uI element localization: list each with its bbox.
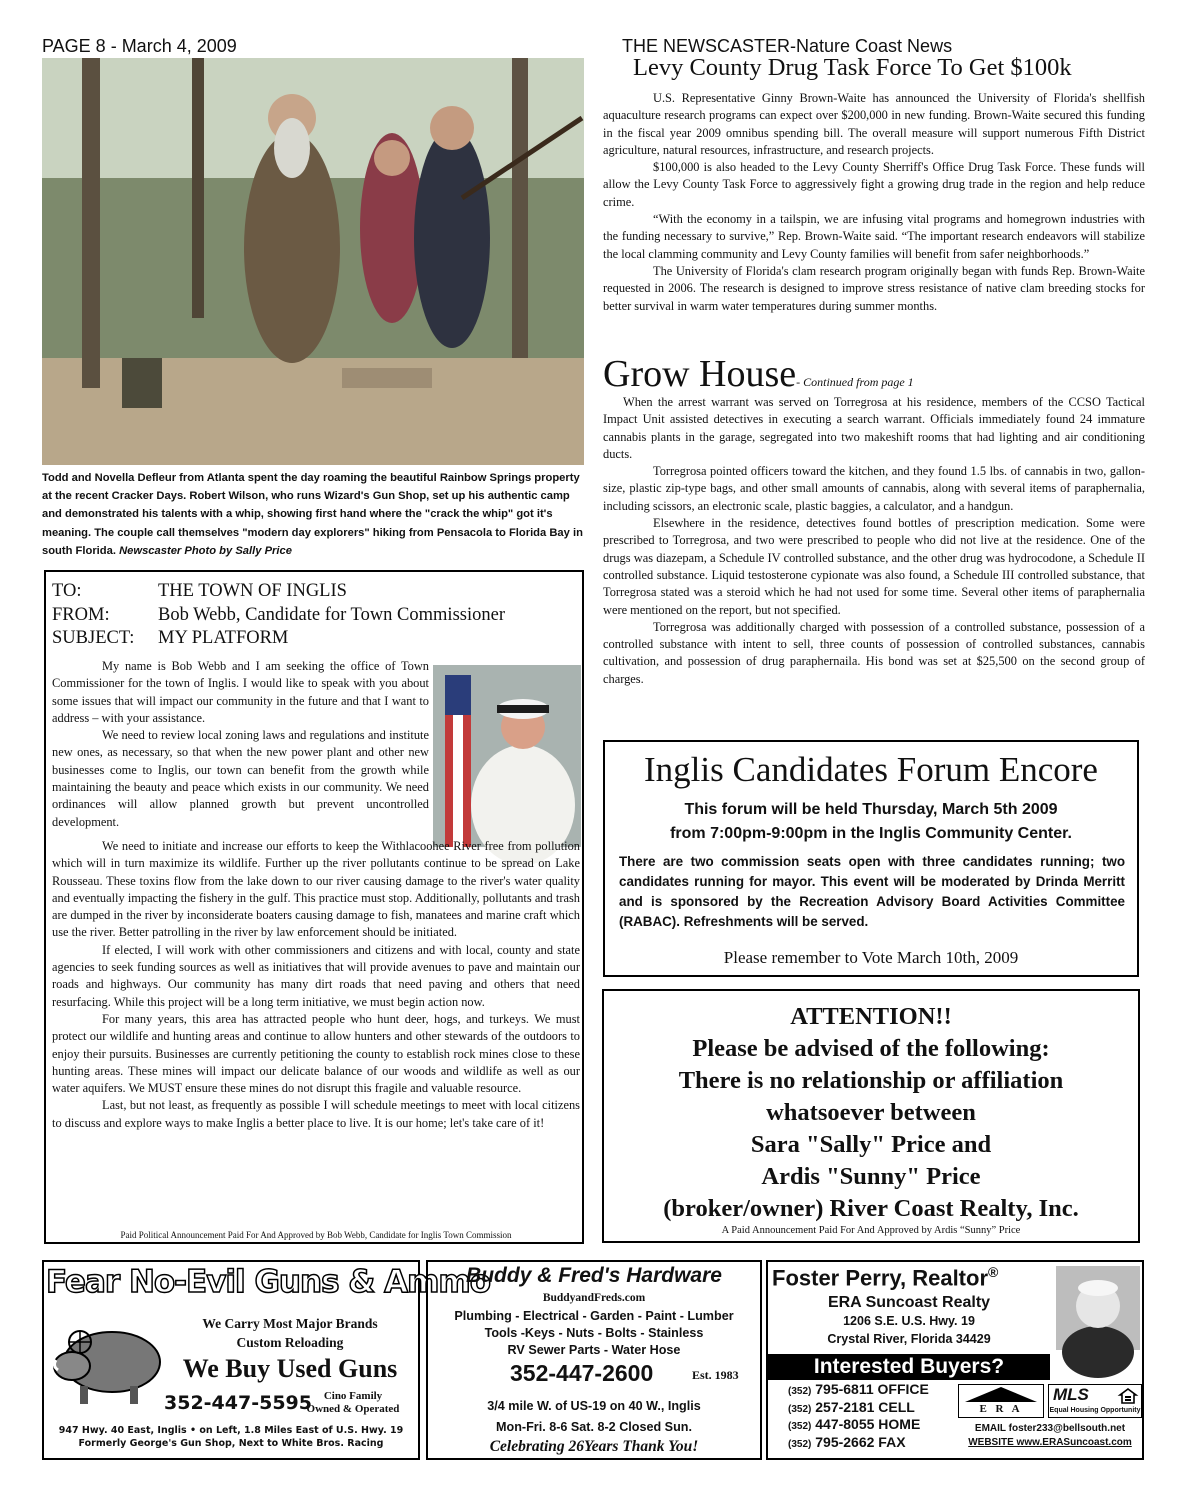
grow-p2: Torregrosa pointed officers toward the kitchen, and they found 1.5 lbs. of cannabis in two, gallon-size, plastic zip-type bags, and other small amounts of cannabis, along with several items of paraphernalia, including scissors, an electronic scale, plastic baggies, a calculator, and a handgun. [603, 464, 1145, 513]
guns-services [162, 1314, 418, 1352]
mls-wordmark: MLS [1053, 1385, 1089, 1404]
photo-credit: Newscaster Photo by Sally Price [119, 544, 292, 557]
buddy-phone: 352-447-2600 [510, 1360, 654, 1386]
buddy-products-line3: RV Sewer Parts - Water Hose [507, 1343, 681, 1357]
webb-p5: For many years, this area has attracted people who hunt deer, hogs, and turkeys. We must protect our wildlife and hunting areas and continue to allow hunters and other stewards of the outdoors to enjoy their pursuits. Businesses are currently petitioning the county to establish rock mines close to these hunting areas. These mines will impact our delicate balance of our woods and wildlife as well as our water aquifers. We MUST ensure these mines do not disrupt this fragile and valuable resource. [52, 1011, 580, 1096]
forum-date: This forum will be held Thursday, March 5th 2009 [684, 801, 1058, 818]
buddy-products-line1: Plumbing - Electrical - Garden - Paint - Lumber [454, 1309, 734, 1323]
ad-buddy-freds-hardware [426, 1260, 762, 1460]
buddy-website: BuddyandFreds.com [542, 1292, 646, 1304]
attention-paid-notice: A Paid Announcement Paid For And Approved by Ardis “Sunny” Price [721, 1225, 1021, 1236]
drug-p3: “With the economy in a tailspin, we are infusing vital programs and homegrown industries with the funding necessary to survive,” Rep. Brown-Waite said. “The important research endeavors will stabilize the local clamming community and Levy County families will benefit from safer neighborhoods.” [603, 212, 1145, 261]
buddy-established: Est. 1983 [692, 1368, 739, 1382]
buddy-products [428, 1308, 760, 1359]
grow-house-title: Grow House [603, 353, 797, 395]
memo-to [52, 580, 580, 604]
foster-office [788, 1382, 929, 1400]
guns-phone: 352-447-5595 [164, 1392, 312, 1414]
attention-l5: Sara "Sally" Price and [750, 1131, 992, 1158]
page-number-date: PAGE 8 - March 4, 2009 [42, 36, 237, 56]
foster-address-line1: 1206 S.E. U.S. Hwy. 19 [843, 1314, 975, 1328]
equal-housing-icon [1119, 1388, 1137, 1404]
webb-p4: If elected, I will work with other commissioners and citizens and with local, county and state agencies to seek funding sources as well as initiatives that will provide avenues to pave and maintain our roads and highways. Our community has many dirt roads that need paving and others that need resurfacing. While this project will be a long term initiative, we must begin action now. [52, 942, 580, 1009]
registered-mark: ® [988, 1264, 999, 1280]
grow-p3: Elsewhere in the residence, detectives found bottles of prescription medication. Some were prescribed to Torregrosa, and two were prescribed to people who did not live at the residence. One of the drugs was diazepam, a Schedule IV controlled substance, and the other drug was hydrocodone, a Schedule II controlled substance. Liquid testosterone cypionate was also found, a Schedule III controlled substance, that Torregrosa stated was a steroid which he had not used for some time. Several other items of paraphernalia were mentioned on the report, but not specified. [603, 516, 1145, 617]
webb-paid-notice: Paid Political Announcement Paid For And Approved by Bob Webb, Candidate for Inglis Town Commission [120, 1230, 512, 1240]
webb-platform-box [44, 570, 584, 1244]
to-label: TO: [52, 581, 82, 601]
guns-address [46, 1424, 416, 1450]
bob-webb-photo [433, 665, 581, 847]
attention-l3: There is no relationship or affiliation [678, 1067, 1064, 1094]
webb-photo-illustration [433, 665, 581, 847]
ad-foster-perry-realtor [766, 1260, 1144, 1460]
subject-value: MY PLATFORM [158, 628, 289, 648]
era-roof-icon [961, 1386, 1041, 1402]
home-area-code: (352) [788, 1421, 812, 1432]
cracker-days-photo [42, 58, 584, 465]
home-number: 447-8055 HOME [815, 1416, 921, 1432]
webb-p6: Last, but not least, as frequently as possible I will schedule meetings to meet with local citizens to discuss and explore ways to make Inglis a better place to live. It is our home; let's take care of it! [52, 1098, 580, 1130]
foster-company-block [768, 1294, 1050, 1348]
cell-area-code: (352) [788, 1403, 812, 1415]
boar-icon [50, 1310, 168, 1410]
forum-vote-reminder: Please remember to Vote March 10th, 2009 [723, 948, 1019, 967]
foster-email: EMAIL foster233@bellsouth.net [974, 1423, 1126, 1434]
attention-l4: whatsoever between [766, 1099, 976, 1126]
forum-details: There are two commission seats open with three candidates running; two candidates running for mayor. This event will be moderated by Drinda Merritt and is sponsored by the Recreation Advisory Board Activities Committee (RABAC). Refreshments will be served. [619, 854, 1125, 929]
webb-text-top [52, 658, 429, 831]
grow-house-heading [603, 352, 914, 396]
guns-reloading: Custom Reloading [236, 1335, 344, 1350]
newspaper-name: THE NEWSCASTER-Nature Coast News [622, 36, 953, 56]
foster-home [788, 1417, 929, 1435]
foster-name [772, 1264, 998, 1291]
attention-l6: Ardis "Sunny" Price [761, 1163, 981, 1190]
drug-p1: U.S. Representative Ginny Brown-Waite has announced the University of Florida's shellfish aquaculture research programs can expect over $200,000 in new funding. Brown-Waite secured this funding in the fiscal year 2009 omnibus spending bill. The overall measure will support numerous Fifth District agriculture, natural resources, infrastructure, and research projects. [603, 91, 1145, 157]
eho-text: Equal Housing Opportunity [1049, 1407, 1141, 1414]
from-label: FROM: [52, 604, 110, 625]
fax-area-code: (352) [788, 1438, 812, 1450]
webb-p1: My name is Bob Webb and I am seeking the office of Town Commissioner for the town of Inglis. I would like to speak with you about some issues that will impact our community in the future and that I want to address – with your assistance. [52, 659, 429, 725]
to-value: THE TOWN OF INGLIS [158, 581, 347, 601]
fax-number: 795-2662 FAX [815, 1433, 906, 1450]
attention-l7: (broker/owner) River Coast Realty, Inc. [663, 1195, 1079, 1222]
drug-article-body [603, 90, 1145, 315]
foster-portrait [1056, 1266, 1140, 1350]
foster-cell [788, 1400, 929, 1418]
attention-text [604, 1001, 1138, 1225]
webb-p2: We need to review local zoning laws and regulations and institute new ones, as necessary, so that when the new power plant and other new businesses come to Inglis, our town can benefit from the growth while maintaining the beauty and peace which exists in our community. We need ordinances will allow planned growth but prevent uncontrolled development. [52, 728, 429, 829]
buddy-hours: Mon-Fri. 8-6 Sat. 8-2 Closed Sun. [496, 1420, 692, 1434]
webb-p3: We need to initiate and increase our efforts to keep the Withlacoohee River free from pollution which will in turn maximize its wildlife. Further up the river pollutants continue to be spread on Lake Rousseau. These toxins flow from the lake down to our river causing damage to the river's water quality and eventually impacting the fishery in the gulf. This practice must stop. Additionally, pollutants and trash are dumped in the river by inconsiderate boaters causing damage to fish, manatees and marine craft which use the river. Better patrolling in the river by law enforcement should be initiated. [52, 839, 580, 940]
office-area-code: (352) [788, 1386, 812, 1397]
memo-from [52, 604, 580, 628]
guns-address-line2: Formerly George's Gun Shop, Next to White Bros. Racing [78, 1438, 384, 1449]
guns-operated: Owned & Operated [306, 1403, 400, 1415]
drug-p2: $100,000 is also headed to the Levy County Sherriff's Office Drug Task Force. These funds will allow the Levy County Task Force to aggressively fight a growing drug trade in the region and help reduce crime. [603, 160, 1145, 209]
era-wordmark: E R A [979, 1403, 1023, 1415]
guns-address-line1: 947 Hwy. 40 East, Inglis • on Left, 1.8 Miles East of U.S. Hwy. 19 [58, 1425, 404, 1436]
foster-contact-online [956, 1422, 1144, 1450]
subject-label: SUBJECT: [52, 628, 135, 648]
grow-house-continued: - Continued from page 1 [796, 375, 914, 389]
ad-fear-no-evil-guns [42, 1260, 491, 1460]
buddy-products-line2: Tools -Keys - Nuts - Bolts - Stainless [484, 1326, 704, 1340]
guns-shop-name: Fear No-Evil Guns & Ammo [46, 1264, 491, 1300]
foster-company: ERA Suncoast Realty [827, 1294, 991, 1311]
buddy-anniversary: Celebrating 26Years Thank You! [489, 1438, 699, 1455]
mls-eho-logo [1048, 1384, 1142, 1418]
buddy-location: 3/4 mile W. of US-19 on 40 W., Inglis [487, 1399, 701, 1413]
caption-text: Todd and Novella Defleur from Atlanta spent the day roaming the beautiful Rainbow Springs property at the recent Cracker Days. Robert Wilson, who runs Wizard's Gun Shop, set up his authentic camp and demonstrated his talents with a whip, showing first hand where the "crack the whip" got it's meaning. The couple call themselves "modern day explorers" hiking from Pensacola to Florida Bay in south Florida. [42, 472, 583, 557]
attention-l1: ATTENTION!! [790, 1003, 952, 1030]
foster-website: WEBSITE www.ERASuncoast.com [968, 1437, 1132, 1448]
attention-notice-box [602, 989, 1140, 1243]
memo-subject [52, 627, 580, 651]
attention-l2: Please be advised of the following: [692, 1035, 1050, 1062]
drug-article-title: Levy County Drug Task Force To Get $100k [633, 54, 1072, 81]
grow-p1: When the arrest warrant was served on Torregrosa at his residence, members of the CCSO Tactical Impact Unit assisted detectives in executing a search warrant. Officials immediately found 24 immature cannabis plants in the garage, segregated into two makeshift rooms that had lighting and air conditioning ducts. [603, 395, 1145, 461]
grow-house-body [603, 394, 1145, 688]
office-number: 795-6811 OFFICE [815, 1381, 929, 1397]
foster-phone-list [788, 1382, 929, 1452]
forum-title: Inglis Candidates Forum Encore [644, 750, 1098, 789]
photo-illustration [42, 58, 584, 465]
guns-buy-used: We Buy Used Guns [182, 1354, 398, 1383]
forum-when [605, 798, 1137, 846]
guns-owned [290, 1390, 416, 1416]
era-logo [958, 1384, 1044, 1418]
forum-time-place: from 7:00pm-9:00pm in the Inglis Community Center. [670, 825, 1072, 842]
guns-owner: Cino Family [323, 1390, 383, 1402]
foster-address-line2: Crystal River, Florida 34429 [827, 1332, 991, 1346]
buddy-location-hours [428, 1396, 760, 1438]
buddy-store-name: Buddy & Fred's Hardware [466, 1264, 722, 1287]
memo-header [52, 580, 580, 651]
foster-banner: Interested Buyers? [768, 1354, 1050, 1380]
webb-text-bottom [52, 838, 580, 1132]
drug-p4: The University of Florida's clam research program originally began with funds Rep. Brown-Waite requested in 2006. The research is designed to improve stress resistance of native clam breeding stocks for better survival in warm water temperatures during summer months. [603, 263, 1145, 313]
foster-fax [788, 1435, 929, 1453]
grow-p4: Torregrosa was additionally charged with possession of a controlled substance, possession of a controlled substance with intent to sell, three counts of possession of controlled substances, cannabis cultivation, and possession of drug paraphernaila. His bond was set at $25,500 on the second group of charges. [603, 619, 1145, 686]
foster-name-text: Foster Perry, Realtor [772, 1265, 989, 1291]
from-value: Bob Webb, Candidate for Town Commissioner [158, 604, 505, 625]
cell-number: 257-2181 CELL [815, 1398, 915, 1415]
guns-brands: We Carry Most Major Brands [202, 1316, 378, 1331]
photo-caption [42, 469, 588, 560]
candidates-forum-box [603, 740, 1139, 977]
